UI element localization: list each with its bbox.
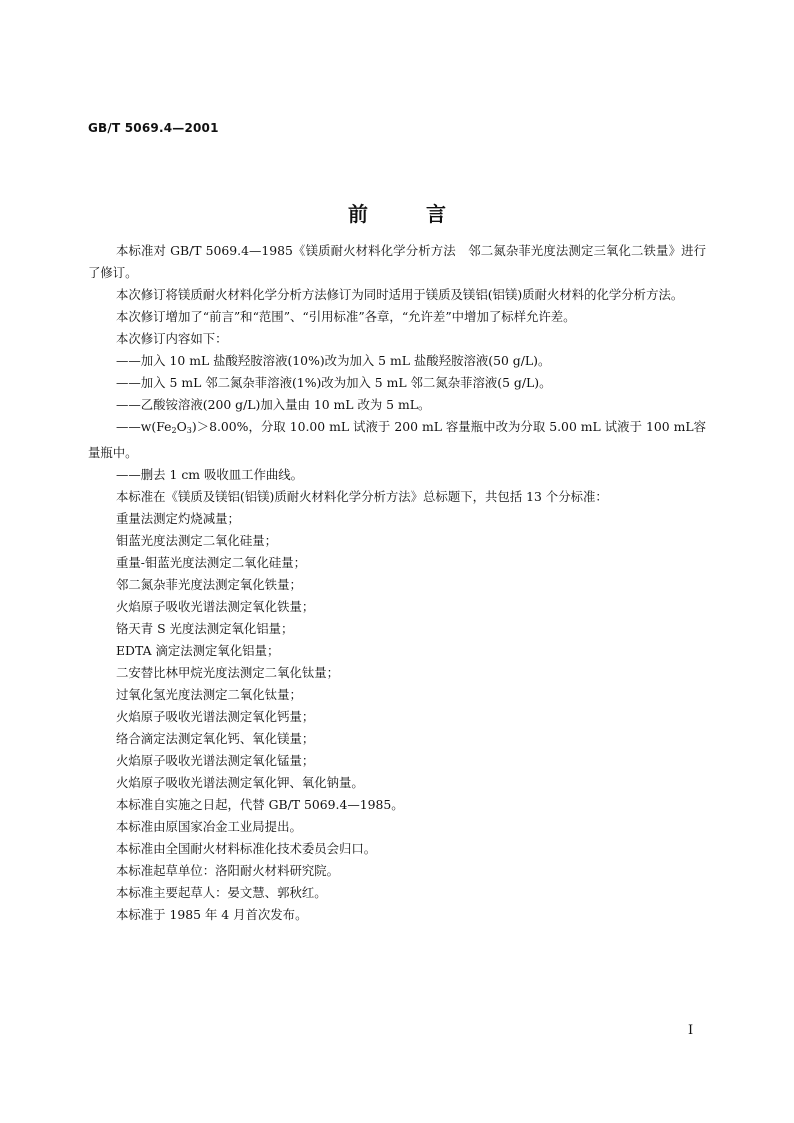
closing-statement: 本标准于 1985 年 4 月首次发布。 [116,907,308,922]
change-item: ——删去 1 cm 吸收皿工作曲线。 [116,467,304,482]
change-item [88,416,706,464]
list-item: 火焰原子吸收光谱法测定氧化钙量； [116,709,315,724]
sub-standard-list [88,508,706,794]
list-item: 重量-钼蓝光度法测定二氧化硅量； [116,555,307,570]
paragraph-changes-intro: 本次修订内容如下： [116,331,228,346]
list-item: 火焰原子吸收光谱法测定氧化铁量； [116,599,315,614]
list-item: 重量法测定灼烧减量； [116,511,240,526]
list-item: 络合滴定法测定氧化钙、氧化镁量； [116,731,315,746]
change-item-suffix: )＞8.00%，分取 10.00 mL 试液于 200 mL 容量瓶中改为分取 5.00 mL 试液于 100 mL容量瓶中。 [88,419,706,460]
list-item: 钼蓝光度法测定二氧化硅量； [116,533,278,548]
subscript: 3 [186,426,192,435]
paragraph-series: 本标准在《镁质及镁铝(铝镁)质耐火材料化学分析方法》总标题下，共包括 13 个分标准： [116,489,608,504]
standard-code: GB/T 5069.4—2001 [88,121,219,135]
list-item: 过氧化氢光度法测定二氧化钛量； [116,687,302,702]
closing-statement: 本标准起草单位：洛阳耐火材料研究院。 [116,863,340,878]
paragraph-additions: 本次修订增加了“前言”和“范围”、“引用标准”各章，“允许差”中增加了标样允许差。 [116,309,576,324]
closing-statement: 本标准主要起草人：晏文慧、郭秋红。 [116,885,327,900]
change-item: ——加入 5 mL 邻二氮杂菲溶液(1%)改为加入 5 mL 邻二氮杂菲溶液(5 g/L)。 [116,375,552,390]
page-number: I [688,1023,694,1038]
list-item: 火焰原子吸收光谱法测定氧化锰量； [116,753,315,768]
change-item: ——加入 10 mL 盐酸羟胺溶液(10%)改为加入 5 mL 盐酸羟胺溶液(50 g/L)。 [116,353,551,368]
paragraph-revision: 本标准对 GB/T 5069.4—1985《镁质耐火材料化学分析方法 邻二氮杂菲光度法测定三氧化二铁量》进行了修订。 [88,243,706,280]
page-title-right: 言 [426,202,446,226]
foreword-body [88,240,706,926]
list-item: EDTA 滴定法测定氧化铝量； [116,643,280,658]
paragraph-scope: 本次修订将镁质耐火材料化学分析方法修订为同时适用于镁质及镁铝(铝镁)质耐火材料的化学分析方法。 [116,287,684,302]
closing-statement: 本标准由原国家冶金工业局提出。 [116,819,302,834]
list-item: 邻二氮杂菲光度法测定氧化铁量； [116,577,302,592]
change-item: ——乙酸铵溶液(200 g/L)加入量由 10 mL 改为 5 mL。 [116,397,431,412]
closing-statement: 本标准由全国耐火材料标准化技术委员会归口。 [116,841,377,856]
closing-statement: 本标准自实施之日起，代替 GB/T 5069.4—1985。 [116,797,404,812]
change-item-mid: O [176,419,187,434]
list-item: 火焰原子吸收光谱法测定氧化钾、氧化钠量。 [116,775,364,790]
subscript: 2 [171,426,177,435]
change-item-prefix: ——w(Fe [116,419,172,434]
page-title-left: 前 [348,202,368,226]
page-title [0,198,794,227]
list-item: 铬天青 S 光度法测定氧化铝量； [116,621,294,636]
list-item: 二安替比林甲烷光度法测定二氧化钛量； [116,665,340,680]
